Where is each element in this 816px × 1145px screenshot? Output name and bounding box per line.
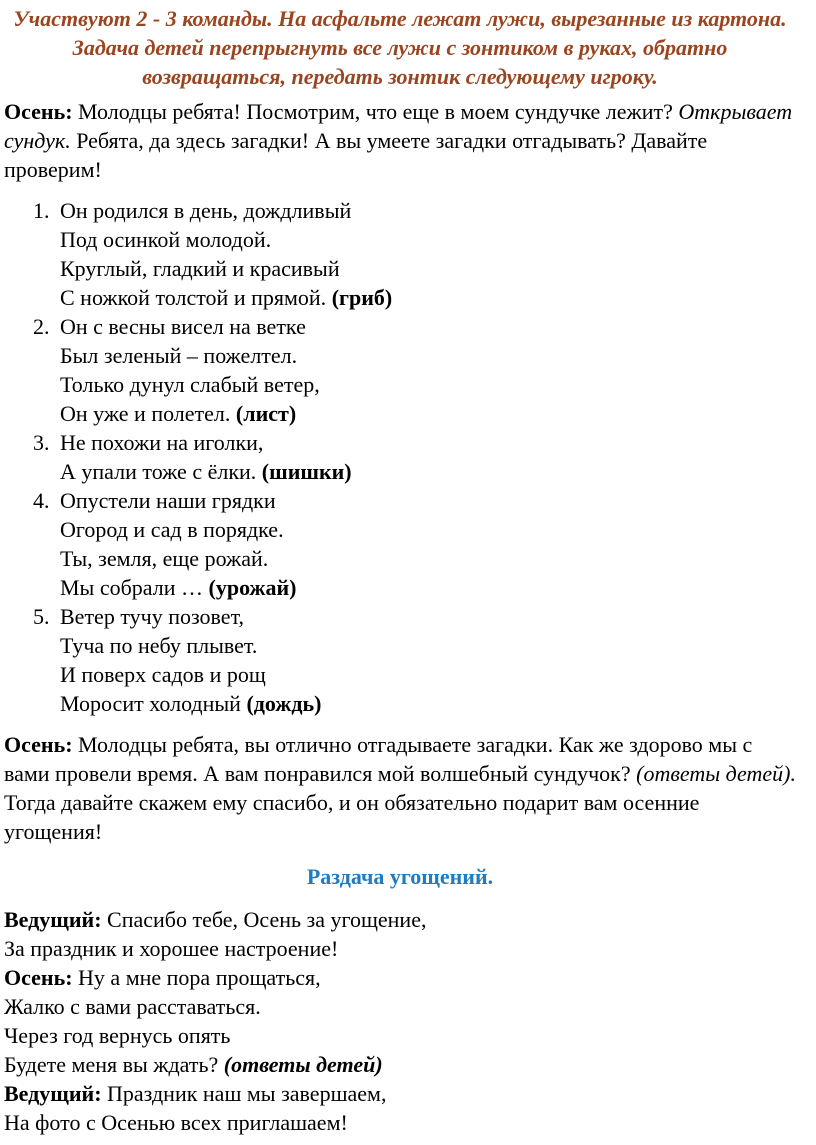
riddle-line: Не похожи на иголки, [60, 430, 264, 455]
riddle-answer: (гриб) [331, 285, 393, 310]
speaker-label: Ведущий: [4, 907, 102, 932]
riddle-last-line [60, 283, 796, 312]
paragraph-text: Тогда давайте скажем ему спасибо, и он обязательно подарит вам осенние угощения! [4, 790, 700, 844]
finale-line [4, 1079, 796, 1108]
riddle-line: Круглый, гладкий и красивый [60, 256, 340, 281]
riddle-line: Под осинкой молодой. [60, 227, 272, 252]
finale-line [4, 992, 796, 1021]
treats-section-heading: Раздача угощений. [306, 864, 494, 889]
riddle-line: Только дунул слабый ветер, [60, 372, 320, 397]
finale-line-text: Через год вернусь опять [4, 1023, 231, 1048]
osen-riddles-intro-paragraph [4, 97, 796, 184]
children-answers-aside: (ответы детей) [223, 1052, 383, 1077]
riddle-lines [60, 196, 796, 312]
children-answers-aside: (ответы детей). [636, 761, 797, 786]
riddle-answer: (шишки) [261, 459, 352, 484]
riddle-line-text: С ножкой толстой и прямой. [60, 285, 327, 310]
riddle-line-text: А упали тоже с ёлки. [60, 459, 257, 484]
paragraph-text: Молодцы ребята, вы отлично отгадываете загадки. Как же здорово мы с вами провели время. А вам понравился мой волшебный сундучок? [4, 732, 753, 786]
list-number: 3. [33, 430, 50, 455]
riddle-item [33, 196, 796, 312]
finale-line-text: Будете меня вы ждать? [4, 1052, 219, 1077]
riddle-last-line [60, 689, 796, 718]
riddle-line: Он с весны висел на ветке [60, 314, 306, 339]
finale-line [4, 1050, 796, 1079]
riddle-answer: (лист) [235, 401, 297, 426]
finale-line-text: Спасибо тебе, Осень за угощение, [107, 907, 427, 932]
riddle-line-text: Моросит холодный [60, 691, 241, 716]
riddle-lines [60, 312, 796, 428]
finale-block [4, 905, 796, 1137]
riddle-line: Был зеленый – пожелтел. [60, 343, 298, 368]
finale-line [4, 1108, 796, 1137]
list-number: 5. [33, 604, 50, 629]
finale-line-text: Жалко с вами расставаться. [4, 994, 261, 1019]
riddle-answer: (урожай) [208, 575, 297, 600]
list-number: 4. [33, 488, 50, 513]
riddle-last-line [60, 573, 796, 602]
riddle-line: И поверх садов и рощ [60, 662, 266, 687]
stage-directions-note: Участвуют 2 - 3 команды. На асфальте лежат лужи, вырезанные из картона. Задача детей перепрыгнуть все лужи с зонтиком в руках, обратно возвращаться, передать зонтик следующему игроку. [13, 6, 787, 89]
paragraph-text: Молодцы ребята! Посмотрим, что еще в моем сундучке лежит? [78, 99, 673, 124]
riddle-item [33, 428, 796, 486]
riddle-line: Опустели наши грядки [60, 488, 276, 513]
riddle-line-text: Он уже и полетел. [60, 401, 231, 426]
riddle-item [33, 486, 796, 602]
finale-line-text: Праздник наш мы завершаем, [107, 1081, 387, 1106]
list-number: 1. [33, 198, 50, 223]
finale-line-text: Ну а мне пора прощаться, [78, 965, 321, 990]
paragraph-text: Ребята, да здесь загадки! А вы умеете загадки отгадывать? Давайте проверим! [4, 128, 708, 182]
riddle-item [33, 602, 796, 718]
finale-line [4, 1021, 796, 1050]
speaker-label: Осень: [4, 99, 73, 124]
riddle-item [33, 312, 796, 428]
riddle-last-line [60, 399, 796, 428]
speaker-label: Осень: [4, 965, 73, 990]
finale-line-text: За праздник и хорошее настроение! [4, 936, 339, 961]
list-number: 2. [33, 314, 50, 339]
riddles-list [4, 196, 796, 718]
speaker-label: Осень: [4, 732, 73, 757]
finale-line [4, 905, 796, 934]
riddle-lines [60, 486, 796, 602]
speaker-label: Ведущий: [4, 1081, 102, 1106]
riddle-line-text: Мы собрали … [60, 575, 204, 600]
riddle-line: Ты, земля, еще рожай. [60, 546, 269, 571]
riddle-line: Туча по небу плывет. [60, 633, 258, 658]
stage-direction-inline: Открывает сундук. [4, 99, 793, 153]
riddle-answer: (дождь) [246, 691, 322, 716]
riddle-line: Ветер тучу позовет, [60, 604, 245, 629]
riddle-line: Огород и сад в порядке. [60, 517, 284, 542]
riddle-lines [60, 428, 796, 486]
finale-line-text: На фото с Осенью всех приглашаем! [4, 1110, 348, 1135]
riddle-lines [60, 602, 796, 718]
riddle-last-line [60, 457, 796, 486]
osen-praise-paragraph [4, 730, 796, 846]
finale-line [4, 963, 796, 992]
finale-line [4, 934, 796, 963]
riddle-line: Он родился в день, дождливый [60, 198, 352, 223]
